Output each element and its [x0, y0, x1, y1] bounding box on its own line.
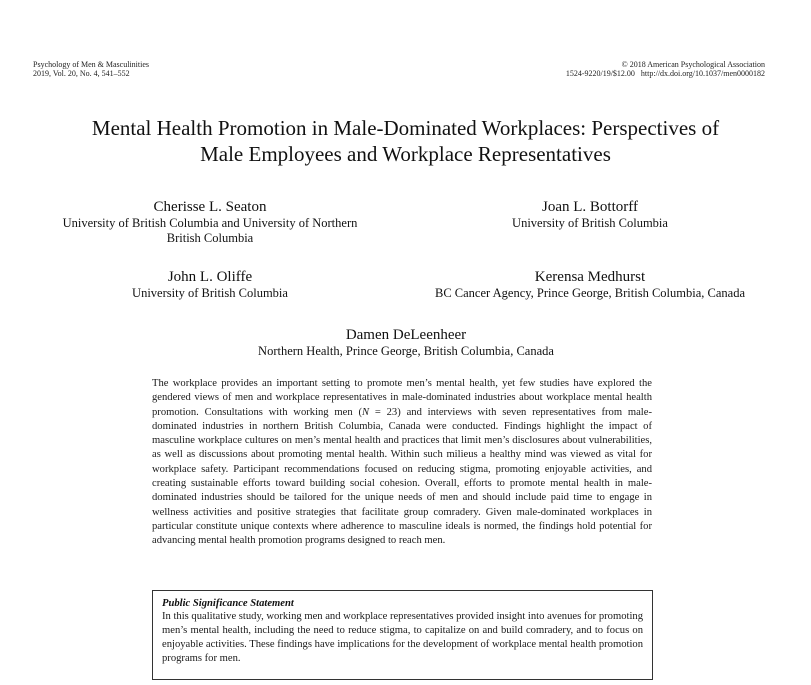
author-name: Damen DeLeenheer — [345, 327, 467, 343]
author-block — [40, 198, 380, 246]
author-affiliation: University of British Columbia and University of Northern — [62, 216, 358, 230]
volume-info: 2019, Vol. 20, No. 4, 541–552 — [33, 69, 130, 78]
author-affiliation: BC Cancer Agency, Prince George, British Columbia, Canada — [434, 286, 745, 300]
issn-price: 1524-9220/19/$12.00 — [565, 69, 635, 78]
significance-text: In this qualitative study, working men and workplace representatives provided insight into avenues for promoting men’s mental health, including the need to reduce stigma, to capitalize on and build comradery, and to focus on enjoyable activities. These findings have implications for the development of workplace mental health promotion programs for men. — [162, 611, 643, 664]
significance-heading: Public Significance Statement — [162, 598, 294, 609]
abstract-text-part1: The workplace provides an important setting to promote men’s mental health, yet few studies have explored the gendered views of men and workplace representatives in male-dominated industries about workplace mental health promotion. Consultations with working men ( — [152, 378, 652, 418]
article-title — [0, 115, 811, 167]
author-name: John L. Oliffe — [167, 269, 253, 285]
author-affiliation: University of British Columbia — [512, 216, 668, 230]
abstract-text-part2: and interviews with seven representatives from male-dominated industries in northern British Columbia, Canada were conducted. Findings highlight the impact of masculine workplace cultures on men’s mental health and practices that limit men’s disclosures about vulnerabilities, as well as discussions about promoting mental health. Within such milieus a healthy mind was viewed as vital for workplace safety. Participant recommendations focused on reducing stigma, promoting enjoyable activities, and creating sustainable efforts toward building social cohesion. Overall, efforts to promote mental health in male-dominated industries should be tailored for the unique needs of men and should include paid time to engage in wellness activities and positive strategies that facilitate group comradery. Given male-dominated workplaces in particular constitute unique contexts where adherence to masculine ideals is normed, the findings hold potential for advancing mental health promotion programs designed to reach men. — [152, 406, 652, 547]
author-name: Cherisse L. Seaton — [153, 199, 267, 215]
sample-size-value: = 23) — [369, 406, 401, 418]
author-block — [490, 198, 690, 231]
title-line-1: Mental Health Promotion in Male-Dominated Workplaces: Perspectives of — [91, 116, 720, 140]
author-affiliation-cont: British Columbia — [166, 231, 254, 245]
author-affiliation: University of British Columbia — [132, 286, 288, 300]
author-block — [410, 268, 770, 301]
author-block — [110, 268, 310, 301]
author-affiliation: Northern Health, Prince George, British Columbia, Canada — [258, 344, 554, 358]
copyright-notice: © 2018 American Psychological Association — [621, 60, 765, 69]
author-name: Joan L. Bottorff — [542, 199, 638, 215]
public-significance-box — [152, 590, 653, 680]
running-head-journal — [33, 60, 149, 78]
doi-link[interactable]: http://dx.doi.org/10.1037/men0000182 — [640, 69, 765, 78]
author-name: Kerensa Medhurst — [534, 269, 646, 285]
issn-doi-line — [566, 69, 765, 78]
sample-size-symbol: N — [361, 406, 370, 418]
abstract — [152, 377, 652, 549]
title-line-2: Male Employees and Workplace Representatives — [200, 142, 611, 166]
running-head-copyright — [566, 60, 765, 78]
journal-name: Psychology of Men & Masculinities — [33, 60, 149, 69]
author-block — [206, 326, 606, 359]
